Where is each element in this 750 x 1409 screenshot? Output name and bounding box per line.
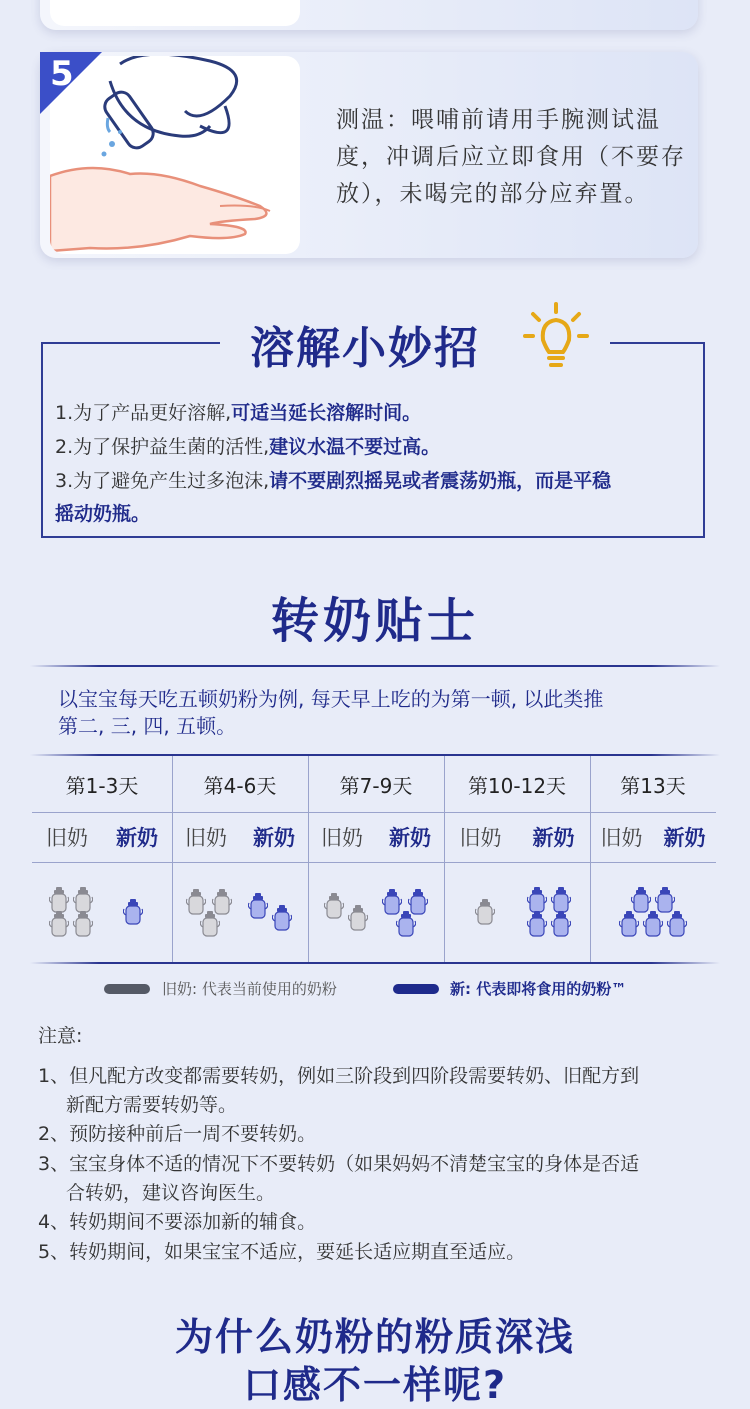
tip-item-3-cont: 摇动奶瓶。 — [55, 503, 151, 525]
new-formula-bottle-icon — [527, 887, 547, 913]
old-formula-bottle-icon — [324, 893, 344, 919]
divider-table-top — [30, 754, 720, 756]
old-formula-label: 旧奶 — [600, 826, 643, 850]
old-formula-bottle-icon — [475, 899, 495, 925]
old-formula-bottle-icon — [49, 887, 69, 913]
transition-intro: 以宝宝每天吃五顿奶粉为例, 每天早上吃的为第一顿, 以此类推 第二, 三, 四, 五顿。 — [58, 687, 604, 738]
tip-item-2: 2.为了保护益生菌的活性,建议水温不要过高。 — [55, 436, 441, 458]
tips-title: 溶解小妙招 — [250, 323, 480, 374]
new-formula-label: 新奶 — [253, 826, 295, 850]
step-5-description: 测温：喂哺前请用手腕测试温度，冲调后应立即食用（不要存放），未喝完的部分应弃置。 — [336, 107, 686, 207]
new-formula-bottle-icon — [619, 911, 639, 937]
old-formula-bottle-icon — [348, 905, 368, 931]
new-formula-bottle-icon — [123, 899, 143, 925]
new-formula-label: 新奶 — [663, 826, 706, 850]
divider-top — [30, 665, 720, 667]
table-row-divider — [32, 862, 716, 863]
note-4: 4、转奶期间不要添加新的辅食。 — [38, 1211, 317, 1233]
step-5-card — [40, 52, 698, 258]
new-formula-bottle-icon — [248, 893, 268, 919]
table-column-header: 第4-6天 — [203, 774, 277, 798]
lightbulb-icon — [521, 300, 591, 374]
note-3-cont: 合转奶，建议咨询医生。 — [66, 1182, 276, 1204]
new-formula-bottle-icon — [631, 887, 651, 913]
table-column-header: 第13天 — [620, 774, 686, 798]
new-formula-bottle-icon — [527, 911, 547, 937]
legend-old-swatch — [104, 984, 150, 994]
bottom-title-line2: 口感不一样呢? — [242, 1363, 508, 1407]
new-formula-label: 新奶 — [389, 826, 431, 850]
new-formula-bottle-icon — [655, 887, 675, 913]
legend-old-label: 旧奶: 代表当前使用的奶粉 — [162, 980, 337, 998]
old-formula-label: 旧奶 — [185, 826, 227, 850]
notes-heading: 注意: — [38, 1025, 83, 1047]
old-formula-label: 旧奶 — [46, 826, 88, 850]
tip-item-1: 1.为了产品更好溶解,可适当延长溶解时间。 — [55, 402, 422, 424]
note-5: 5、转奶期间，如果宝宝不适应，要延长适应期直至适应。 — [38, 1241, 526, 1263]
note-1-cont: 新配方需要转奶等。 — [66, 1094, 238, 1116]
new-formula-bottle-icon — [643, 911, 663, 937]
note-1: 1、但凡配方改变都需要转奶，例如三阶段到四阶段需要转奶、旧配方到 — [38, 1065, 640, 1087]
transition-title: 转奶贴士 — [270, 593, 479, 649]
wrist-test-illustration — [50, 56, 300, 254]
old-formula-bottle-icon — [73, 911, 93, 937]
new-formula-label: 新奶 — [116, 826, 158, 850]
old-formula-bottle-icon — [200, 911, 220, 937]
legend-new-label: 新: 代表即将食用的奶粉™ — [450, 980, 627, 998]
table-column-header: 第7-9天 — [339, 774, 413, 798]
old-formula-bottle-icon — [73, 887, 93, 913]
new-formula-label: 新奶 — [532, 826, 575, 850]
step-number: 5 — [50, 54, 74, 94]
previous-step-illustration — [50, 0, 300, 26]
previous-step-card — [40, 0, 698, 30]
table-column-header: 第10-12天 — [467, 774, 567, 798]
tip-item-3: 3.为了避免产生过多泡沫,请不要剧烈摇晃或者震荡奶瓶，而是平稳 — [55, 470, 612, 492]
bottom-title-line1: 为什么奶粉的粉质深浅 — [174, 1315, 575, 1359]
divider-table-bottom — [30, 962, 720, 964]
new-formula-bottle-icon — [272, 905, 292, 931]
note-2: 2、预防接种前后一周不要转奶。 — [38, 1123, 317, 1145]
old-formula-label: 旧奶 — [321, 826, 363, 850]
table-row-divider — [32, 812, 716, 813]
old-formula-bottle-icon — [49, 911, 69, 937]
new-formula-bottle-icon — [667, 911, 687, 937]
new-formula-bottle-icon — [396, 911, 416, 937]
note-3: 3、宝宝身体不适的情况下不要转奶（如果妈妈不清楚宝宝的身体是否适 — [38, 1153, 640, 1175]
legend-new-swatch — [393, 984, 439, 994]
table-column-header: 第1-3天 — [65, 774, 139, 798]
new-formula-bottle-icon — [551, 911, 571, 937]
old-formula-label: 旧奶 — [459, 826, 502, 850]
new-formula-bottle-icon — [551, 887, 571, 913]
